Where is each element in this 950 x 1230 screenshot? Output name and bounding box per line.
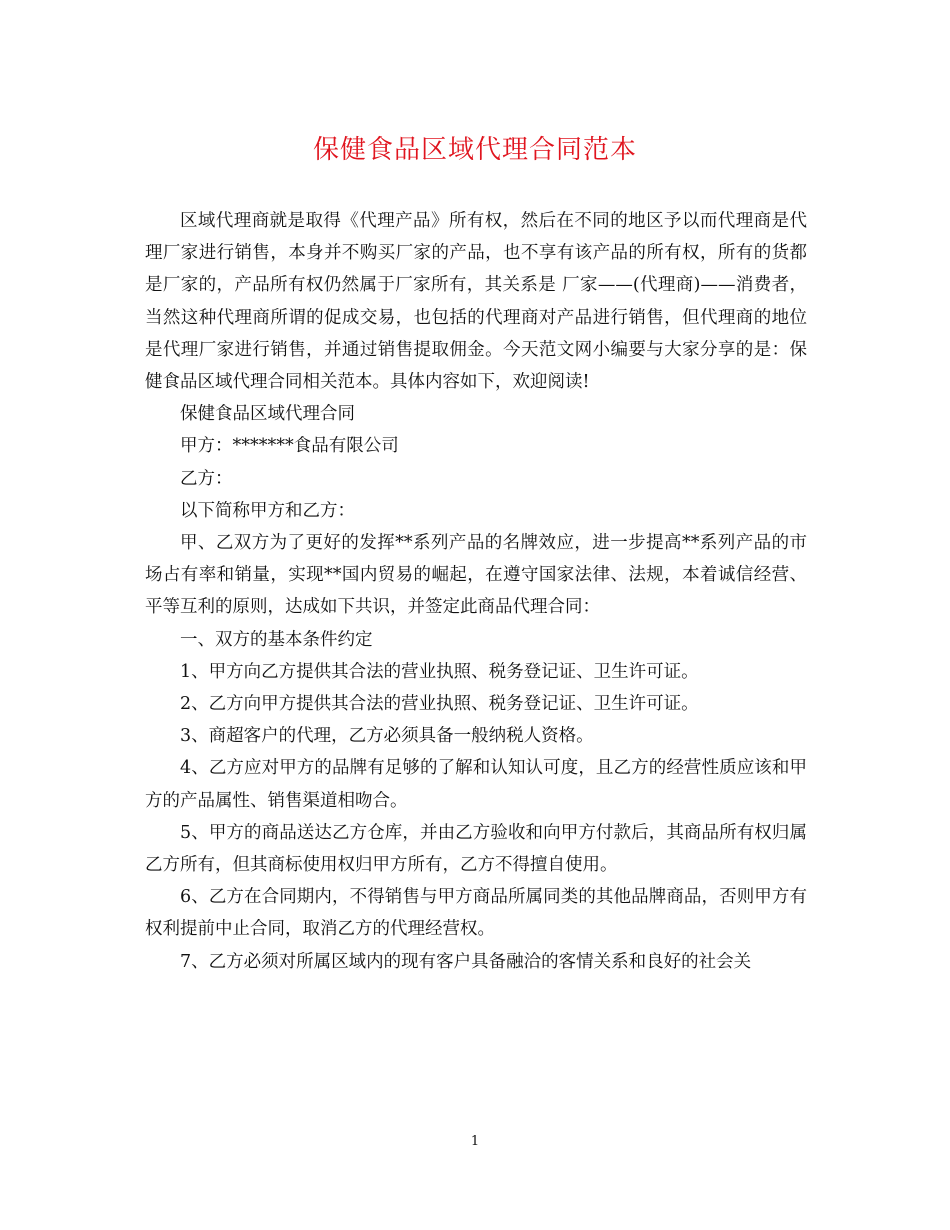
paragraph: 4、乙方应对甲方的品牌有足够的了解和认知认可度，且乙方的经营性质应该和甲方的产品属性、销售渠道相吻合。 [145,758,807,811]
paragraph: 乙方： [180,468,233,489]
document-title: 保健食品区域代理合同范本 [312,135,637,165]
paragraph: 1、甲方向乙方提供其合法的营业执照、税务登记证、卫生许可证。 [180,661,699,682]
paragraph: 5、甲方的商品送达乙方仓库，并由乙方验收和向甲方付款后，其商品所有权归属乙方所有，但其商标使用权归甲方所有，乙方不得擅自使用。 [145,822,807,876]
paragraph: 2、乙方向甲方提供其合法的营业执照、税务登记证、卫生许可证。 [180,694,699,715]
page-number: 1 [470,1134,480,1149]
paragraph: 一、双方的基本条件约定 [180,629,373,650]
paragraph: 6、乙方在合同期内，不得销售与甲方商品所属同类的其他品牌商品，否则甲方有权利提前中止合同，取消乙方的代理经营权。 [145,887,807,940]
paragraph: 以下简称甲方和乙方： [180,500,355,521]
paragraph: 甲、乙双方为了更好的发挥**系列产品的名牌效应，进一步提高**系列产品的市场占有率和销量，实现**国内贸易的崛起，在遵守国家法律、法规，本着诚信经营、平等互利的原则，达成如下共识，并签定此商品代理合同： [145,533,807,618]
paragraph: 甲方：*******食品有限公司 [180,436,399,457]
paragraph: 区域代理商就是取得《代理产品》所有权，然后在不同的地区予以而代理商是代理厂家进行销售，本身并不购买厂家的产品，也不享有该产品的所有权，所有的货都是厂家的，产品所有权仍然属于厂家所有，其关系是 厂家——(代理商)——消费者，当然这种代理商所谓的促成交易，也包括的代理商对产品进行销售，但代理商的地位是代理厂家进行销售，并通过销售提取佣金。今天范文网小编要与大家分享的是：保健食品区域代理合同相关范本。具体内容如下，欢迎阅读! [145,211,807,393]
document-body [145,205,807,978]
paragraph: 7、乙方必须对所属区域内的现有客户具备融洽的客情关系和良好的社会关 [180,951,752,972]
paragraph: 保健食品区域代理合同 [180,404,355,425]
paragraph: 3、商超客户的代理，乙方必须具备一般纳税人资格。 [180,726,594,747]
